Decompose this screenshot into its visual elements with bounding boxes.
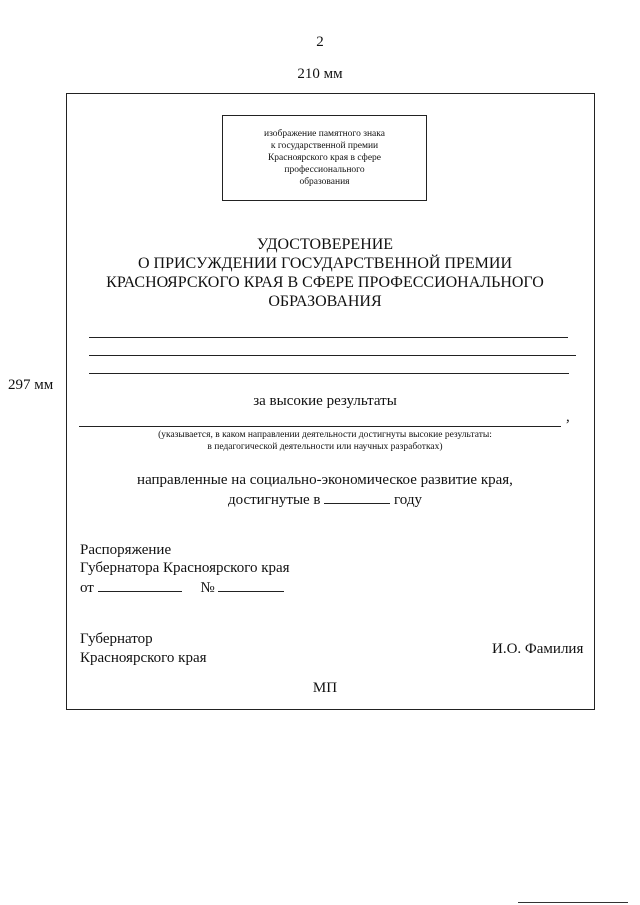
order-line: Губернатора Красноярского края bbox=[80, 560, 290, 576]
title-line: ОБРАЗОВАНИЯ bbox=[268, 293, 382, 310]
order-number-prefix: № bbox=[200, 580, 215, 596]
governor-line: Губернатор bbox=[80, 631, 153, 647]
recipient-blank-line bbox=[89, 355, 576, 356]
title-line: УДОСТОВЕРЕНИЕ bbox=[256, 236, 394, 253]
hint-line: (указывается, в каком направлении деятельности достигнуты высокие результаты: bbox=[158, 430, 492, 440]
directed-text bbox=[100, 471, 550, 509]
width-dimension-label: 210 мм bbox=[297, 66, 343, 82]
emblem-text-line: к государственной премии bbox=[270, 141, 379, 151]
year-prefix: достигнутые в bbox=[227, 492, 321, 508]
order-date-blank bbox=[98, 577, 182, 592]
achievement-blank-line bbox=[79, 426, 561, 427]
achievement-comma: , bbox=[566, 409, 570, 425]
governor-line: Красноярского края bbox=[80, 650, 207, 666]
year-blank-line bbox=[324, 489, 390, 504]
achievement-label: за высокие результаты bbox=[253, 393, 397, 409]
emblem-placeholder-text bbox=[230, 128, 420, 188]
achievement-hint bbox=[110, 429, 540, 453]
title-line: О ПРИСУЖДЕНИИ ГОСУДАРСТВЕННОЙ ПРЕМИИ bbox=[137, 255, 513, 272]
scan-edge-mark bbox=[518, 902, 628, 903]
order-date-prefix: от bbox=[80, 580, 94, 596]
emblem-placeholder-box bbox=[222, 115, 427, 201]
directed-line: направленные на социально-экономическое развитие края, bbox=[137, 472, 513, 488]
directed-line bbox=[100, 489, 550, 509]
signature-name: И.О. Фамилия bbox=[492, 641, 584, 657]
order-number-blank bbox=[218, 577, 284, 592]
year-suffix: году bbox=[394, 492, 423, 508]
seal-label: МП bbox=[312, 680, 338, 696]
page-number: 2 bbox=[316, 34, 324, 50]
recipient-blank-line bbox=[89, 337, 568, 338]
title-line: КРАСНОЯРСКОГО КРАЯ В СФЕРЕ ПРОФЕССИОНАЛЬНОГО bbox=[106, 274, 544, 291]
emblem-text-line: изображение памятного знака bbox=[264, 129, 385, 139]
order-line: Распоряжение bbox=[80, 542, 172, 558]
order-date-number-line bbox=[80, 577, 290, 597]
hint-line: в педагогической деятельности или научных разработках) bbox=[207, 442, 443, 452]
height-dimension-label: 297 мм bbox=[8, 377, 54, 393]
emblem-text-line: Красноярского края в сфере bbox=[267, 153, 382, 163]
certificate-title bbox=[90, 235, 560, 311]
emblem-text-line: образования bbox=[299, 177, 350, 187]
emblem-text-line: профессионального bbox=[284, 165, 365, 175]
recipient-blank-line bbox=[89, 373, 569, 374]
order-block bbox=[80, 541, 290, 597]
governor-block bbox=[80, 630, 207, 668]
